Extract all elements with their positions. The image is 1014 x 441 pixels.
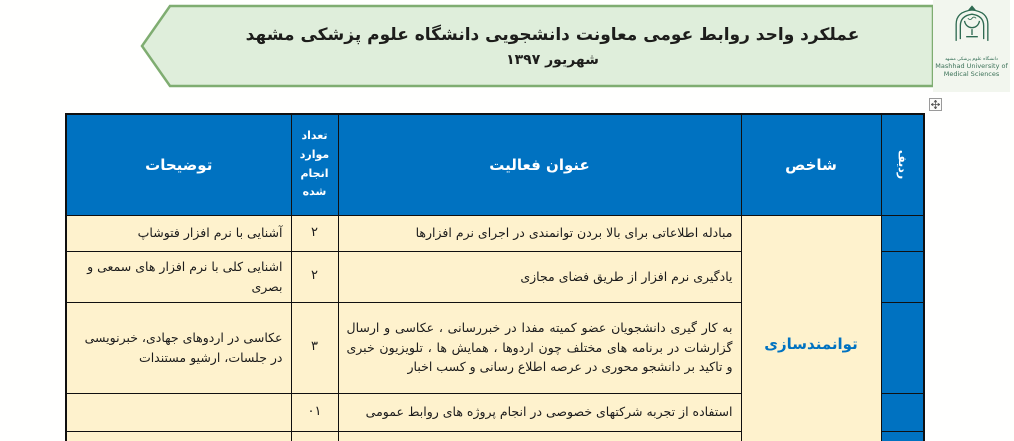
page-title: عملکرد واحد روابط عومی معاونت دانشجویی دانشگاه علوم پزشکی مشهد [245, 24, 860, 45]
table-move-handle-icon[interactable] [929, 98, 942, 111]
logo-caption-farsi: دانشگاه علوم پزشکی مشهد [945, 56, 998, 62]
indicator-cell: توانمندسازی [741, 215, 881, 441]
notes-cell [66, 393, 291, 431]
table-row [66, 215, 924, 251]
count-cell: ۳ [291, 302, 338, 393]
activity-cell: استفاده از تجربه شرکتهای خصوصی در انجام پروژه های روابط عمومی [338, 393, 741, 431]
notes-cell: عکاسی در اردوهای جهادی، خبرنویسی در جلسات، ارشیو مستندات [66, 302, 291, 393]
header-banner [140, 4, 935, 88]
table-header-row [66, 114, 924, 215]
header-notes: توضیحات [66, 114, 291, 215]
notes-cell: آشنایی با نرم افزار فتوشاپ [66, 215, 291, 251]
row-number-cell [881, 215, 924, 251]
count-cell: ۲ [291, 215, 338, 251]
activity-cell: مبادله اطلاعاتی برای بالا بردن توانمندی در اجرای نرم افزارها [338, 215, 741, 251]
notes-cell [66, 431, 291, 441]
header-indicator: شاخص [741, 114, 881, 215]
row-number-cell [881, 431, 924, 441]
activity-cell: یادگیری نرم افزار از طریق فضای مجازی [338, 251, 741, 302]
row-number-cell [881, 251, 924, 302]
row-number-cell [881, 393, 924, 431]
logo-caption-english: Mashhad University of Medical Sciences [935, 62, 1008, 79]
page-subtitle: شهریور ۱۳۹۷ [506, 52, 599, 69]
row-number-cell [881, 302, 924, 393]
university-logo [933, 0, 1010, 92]
university-emblem-icon [947, 4, 997, 56]
header-activity: عنوان فعالیت [338, 114, 741, 215]
activity-cell [338, 431, 741, 441]
count-cell [291, 431, 338, 441]
four-way-arrow-icon [931, 100, 940, 109]
header-row-number: ردیف [881, 114, 924, 215]
count-cell: ۲ [291, 251, 338, 302]
performance-table [65, 113, 925, 441]
count-cell: ۰۱ [291, 393, 338, 431]
notes-cell: اشنایی کلی با نرم افزار های سمعی و بصری [66, 251, 291, 302]
activity-cell: به کار گیری دانشجویان عضو کمیته مفدا در خبررسانی ، عکاسی و ارسال گزارشات در برنامه های مختلف چون اردوها ، همایش ها ، تلویزیون خبری و تاکید بر دانشجو محوری در عرصه اطلاع رسانی و کسب اخبار [338, 302, 741, 393]
header-count: تعداد موارد انجام شده [291, 114, 338, 215]
